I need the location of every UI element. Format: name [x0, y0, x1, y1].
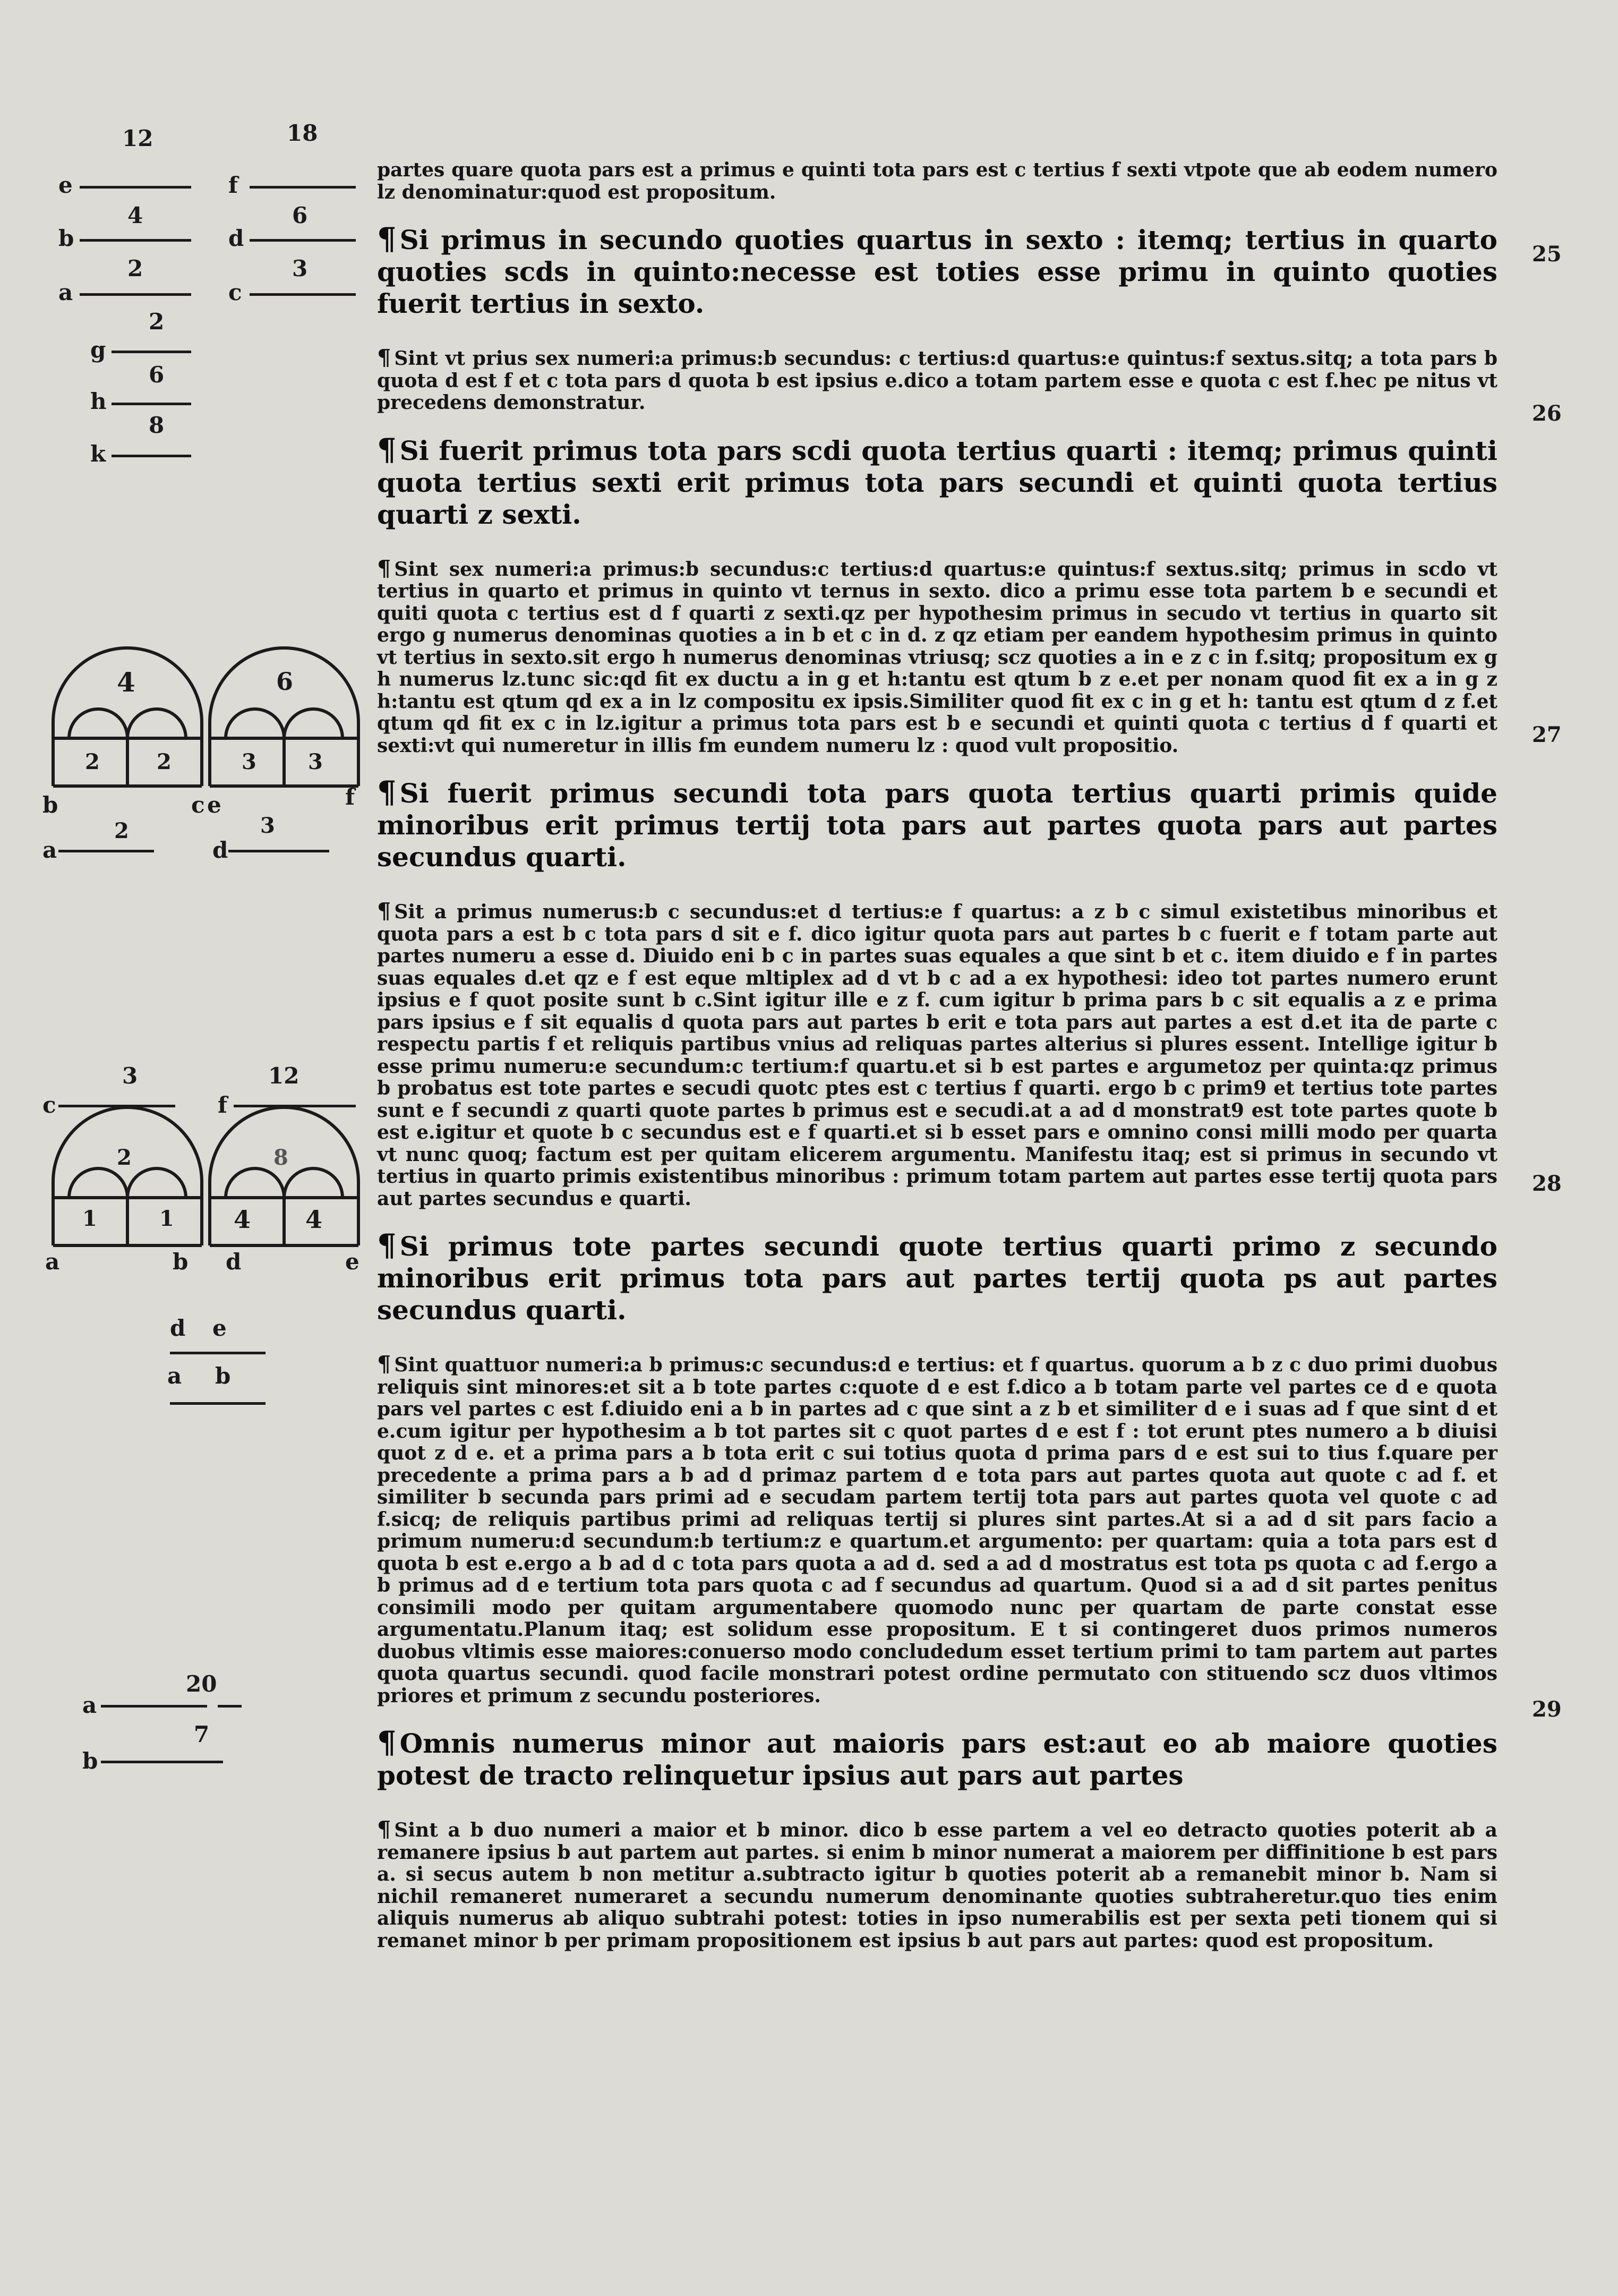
- diagram-value: 2: [127, 255, 143, 281]
- arch-letter: c: [191, 792, 205, 818]
- arch-value: 8: [273, 1145, 288, 1170]
- paragraph-mark-icon: ¶: [377, 774, 397, 810]
- arch-letter: b: [173, 1249, 189, 1275]
- paragraph-mark-icon: ¶: [377, 554, 391, 581]
- diagram-value: 18: [287, 120, 318, 146]
- diagram-letter: d: [228, 225, 244, 251]
- number-line: [170, 1402, 266, 1405]
- paragraph-mark-icon: ¶: [377, 1724, 397, 1760]
- arch-letter: e: [345, 1249, 359, 1275]
- diagram-number-lines-top: [42, 120, 361, 467]
- number-line: [80, 293, 191, 296]
- diagram-value: 3: [260, 813, 275, 838]
- diagram-letter: h: [90, 388, 107, 414]
- diagram-letter: f: [228, 172, 238, 198]
- diagram-arches-1: [37, 611, 372, 876]
- diagram-letter: k: [90, 441, 106, 467]
- number-line: [250, 186, 356, 189]
- paragraph-mark-icon: ¶: [377, 898, 391, 924]
- diagram-letter: e: [58, 172, 73, 198]
- number-line: [112, 351, 191, 353]
- arch-letter: a: [45, 1249, 60, 1275]
- proposition-continuation: partes quare quota pars est a primus e quinti tota pars est c tertius f sexti vtpote que ab eodem numero lz denominatur:quod est propositum.: [377, 159, 1497, 203]
- diagram-letter: f: [218, 1092, 228, 1118]
- diagram-letter: a: [42, 837, 57, 863]
- proposition-26: [377, 433, 1497, 757]
- proposition-number: 28: [1532, 1171, 1562, 1196]
- arch-value: 4: [117, 667, 135, 698]
- arch-value: 4: [305, 1205, 323, 1234]
- diagram-value: 20: [186, 1671, 217, 1697]
- diagram-value: 12: [122, 125, 153, 151]
- diagram-value: 6: [292, 202, 308, 228]
- paragraph-mark-icon: ¶: [377, 431, 397, 467]
- proposition-28: [377, 1229, 1497, 1707]
- diagram-letter: b: [215, 1363, 231, 1389]
- proposition-proof: [377, 554, 1497, 757]
- number-line: [80, 186, 191, 189]
- proposition-proof-text: Sint vt prius sex numeri:a primus:b secundus: c tertius:d quartus:e quintus:f sextus.sitq; a tota pars b quota d est f et c tota pars d quota b est ipsius e.dico a totam partem esse e quota c est f.hec pe nitus vt precedens demonstratur.: [377, 347, 1497, 414]
- proposition-proof: [377, 900, 1497, 1210]
- arch-value: 2: [117, 1145, 132, 1170]
- diagram-value: 3: [292, 255, 308, 281]
- arch-value: 3: [242, 749, 256, 774]
- arch-value: 1: [82, 1206, 97, 1231]
- diagram-value: 3: [122, 1063, 138, 1089]
- arch-value: 3: [308, 749, 323, 774]
- proposition-proof: [377, 1818, 1497, 1952]
- diagram-arches-2: [37, 1065, 372, 1415]
- number-line: [250, 239, 356, 242]
- number-line: [170, 1352, 266, 1354]
- proposition-number: 29: [1532, 1697, 1562, 1722]
- proposition-heading-text: Si primus tote partes secundi quote tertius quarti primo z secundo minoribus erit primus tota pars aut partes tertij quota ps aut partes secundus quarti.: [377, 1231, 1497, 1326]
- arch-value: 2: [157, 749, 172, 774]
- diagram-value: 8: [149, 412, 165, 438]
- diagram-letter: b: [82, 1748, 98, 1774]
- diagram-letter: d: [170, 1315, 186, 1341]
- number-line: [228, 850, 329, 852]
- arch-letter: e: [207, 792, 221, 818]
- proposition-proof-text: Sit a primus numerus:b c secundus:et d tertius:e f quartus: a z b c simul existetibus minoribus et quota pars a est b c tota pars d sit e f. dico igitur quota pars aut partes b c fuerit e f totam parte aut partes numeru a esse d. Diuido eni b c in partes suas equales a que sint b et c. item diuido e f in partes suas equales d.et qz e f est eque mltiplex ad d vt b c ad a ex hypothesi: ideo tot partes numero erunt ipsius e f quot posite sunt b c.Sint igitur ille e z f. cum igitur b prima pars b c sit equalis a z e prima pars ipsius e f sit equalis d quota pars aut partes b erit e tota pars aut partes a est d.et ita de parte c respectu partis f et reliquis partibus vnius ad reliquas partes alterius si plures essent. Intellige igitur b esse primu numeru:e secundum:c tertium:f quartu.et si b est partes e argumetoz per quinta:qz primus b probatus est tote partes e secudi quotc ptes est c tertius f quarti. ergo b c prim9 et tertius tote partes sunt e f secundi z quarti quote partes b primus est e secudi.at a ad d monstrat9 est tote partes quote b est e.igitur et quote b c secundus est e f quarti.et si b esset pars e omnino consi milli modo per quarta vt nunc quoq; factum est per quitam elicerem argumentu. Manifestu itaq; est si primus in secundo vt tertius in quarto primis existentibus minoribus : primum totam partem aut partes esse tertij quota pars aut partes secundus e quarti.: [377, 901, 1497, 1210]
- proposition-number: 25: [1532, 242, 1562, 267]
- diagram-letter: e: [212, 1315, 227, 1341]
- arch-value: 1: [159, 1206, 174, 1231]
- proposition-heading: [377, 220, 1497, 320]
- text-column: [377, 159, 1497, 1971]
- paragraph-mark-icon: ¶: [377, 1351, 391, 1377]
- arch-right-inner: [226, 709, 343, 738]
- proposition-heading-text: Si fuerit primus tota pars scdi quota tertius quarti : itemq; primus quinti quota tertius sexti erit primus tota pars secundi et quinti quota tertius quarti z sexti.: [377, 434, 1497, 530]
- arch-letter: d: [226, 1249, 242, 1275]
- proposition-25: [377, 220, 1497, 414]
- diagram-letter: a: [167, 1363, 182, 1389]
- paragraph-mark-icon: ¶: [377, 344, 391, 370]
- proposition-proof-text: Sint sex numeri:a primus:b secundus:c tertius:d quartus:e quintus:f sextus.sitq; primus in scdo vt tertius in quarto et primus in quinto vt ternus in sexto. dico a primu esse tota partem b e secundi et quiti quota c tertius est d f quarti z sexti.qz per hypothesim primus in secudo vt tertius in quarto sit ergo g numerus denominas quoties a in b et c in d. z qz etiam per eandem hypothesim primus in quinto vt tertius in sexto.sit ergo h numerus denominas vtriusq; scz quoties a in e z c in f.sitq; propositum ex g h numerus lz.tunc sic:qd fit ex ductu a in g et h:tantu est qtum b z e.et per nonam quod fit ex a in g z h:tantu est qtum qd ex a in lz compositu ex ipsis.Similiter quod fit ex c in g et h: tantu est qtum d z f.et qtum qd fit ex c in lz.igitur a primus tota pars est b e secundi et quinti quota c tertius d f quarti et sexti:vt qui numeretur in illis fm eundem numeru lz : quod vult propositio.: [377, 558, 1497, 757]
- arch-letter: b: [42, 792, 58, 818]
- diagram-letter: d: [212, 837, 228, 863]
- proposition-heading: [377, 1229, 1497, 1326]
- arch-figure: [37, 611, 372, 876]
- arch-value: 4: [234, 1205, 251, 1234]
- paragraph-mark-icon: ¶: [377, 1816, 391, 1842]
- proposition-number: 27: [1532, 722, 1562, 747]
- arch-left-inner: [69, 709, 186, 738]
- proposition-heading: [377, 1726, 1497, 1791]
- proposition-heading-text: Omnis numerus minor aut maioris pars est:aut eo ab maiore quoties potest de tracto relinquetur ipsius aut pars aut partes: [377, 1728, 1497, 1791]
- number-line: [101, 1705, 207, 1708]
- proposition-29: [377, 1726, 1497, 1952]
- proposition-proof-text: Sint a b duo numeri a maior et b minor. dico b esse partem a vel eo detracto quoties poterit ab a remanere ipsius b aut partem aut partes. si enim b minor numerat a maiorem per diffinitione b est pars a. si secus autem b non metitur a.subtracto igitur b quoties poterit ab a remanebit minor b. Nam si nichil remaneret numeraret a secundu numerum denominante quoties subtraheretur.quo ties enim aliquis numerus ab aliquo subtrahi potest: toties in ipso numerabilis est per sexta peti tionem qui si remanet minor b per primam propositionem est ipsius b aut pars aut partes: quod est propositum.: [377, 1819, 1497, 1952]
- diagram-letter: g: [90, 337, 106, 363]
- number-line: [58, 850, 154, 852]
- diagram-value: 6: [149, 362, 165, 388]
- diagram-letter: a: [82, 1692, 97, 1718]
- arch-left-inner: [69, 1168, 186, 1198]
- diagram-number-lines-bottom: [80, 1673, 292, 1779]
- number-line: [250, 293, 356, 296]
- paragraph-mark-icon: ¶: [377, 1227, 397, 1263]
- arch-right-inner: [226, 1168, 343, 1198]
- proposition-number: 26: [1532, 401, 1562, 426]
- number-line: [112, 455, 191, 457]
- number-line: [80, 239, 191, 242]
- diagram-value: 12: [268, 1063, 299, 1089]
- diagram-letter: a: [58, 279, 73, 305]
- proposition-heading-text: Si fuerit primus secundi tota pars quota tertius quarti primis quide minoribus erit primus tertij tota pars aut partes quota pars aut partes secundus quarti.: [377, 778, 1497, 873]
- diagram-letter: b: [58, 225, 74, 251]
- number-line: [218, 1705, 242, 1708]
- proposition-proof: [377, 1353, 1497, 1707]
- diagram-letter: c: [228, 279, 242, 305]
- proposition-proof-text: Sint quattuor numeri:a b primus:c secundus:d e tertius: et f quartus. quorum a b z c duo primi duobus reliquis sint minores:et sit a b tote partes c:quote d e est f.dico a b totam parte vel partes ce d e quota pars vel partes c est f.diuido eni a b in partes ad c que sint a z b et similiter d e i suas ad f que sint d et e.cum igitur per hypothesim a b tot partes sit c quot partes d e est f : tot erunt ptes numero a b diuisi quot z d e. et a prima pars a b tota erit c sui totius quota d prima pars d e est sui to tius f.quare per precedente a prima pars a b ad d primaz partem d e tota pars aut partes quota aut quote c ad f. et similiter b secunda pars primi ad e secudam partem tertij tota pars aut partes quota vel quote c ad f.sicq; de reliquis partibus primi ad reliquas tertij si plures sint partes.At si a ad d sit pars facio a primum numeru:d secundum:b tertium:z e quartum.et argumento: per quartam: quia a tota pars est d quota b est e.ergo a b ad d c tota pars quota a ad d. sed a ad d mostratus est tota ps quota c ad f.ergo a b primus ad d e tertium tota pars quota c ad f secundus ad quartum. Quod si a ad d sit partes penitus consimili modo per quitam argumentabere quomodo nunc per quartam de parte constat esse argumentatu.Planum itaq; est solidum esse propositum. E t si contingeret duos primos numeros duobus vltimis esse maiores:conuerso modo concludedum esset tertium primi to tam partem aut partes quota quartus secundi. quod facile monstrari potest ordine permutato con stituendo scz duos vltimos priores et primum z secundu posteriores.: [377, 1354, 1497, 1707]
- proposition-heading: [377, 433, 1497, 531]
- proposition-proof: [377, 346, 1497, 414]
- proposition-heading-text: Si primus in secundo quoties quartus in sexto : itemq; tertius in quarto quoties scds in quinto:necesse est toties esse primu in quinto quoties fuerit tertius in sexto.: [377, 224, 1497, 319]
- diagram-letter: c: [42, 1092, 56, 1118]
- number-line: [101, 1761, 223, 1763]
- number-line: [112, 403, 191, 405]
- proposition-27: [377, 776, 1497, 1210]
- arch-value: 2: [85, 749, 100, 774]
- paragraph-mark-icon: ¶: [377, 220, 397, 257]
- diagram-value: 4: [127, 202, 143, 228]
- diagram-value: 7: [194, 1721, 210, 1747]
- diagram-value: 2: [114, 818, 129, 843]
- arch-value: 6: [276, 667, 294, 696]
- diagram-value: 2: [149, 309, 165, 335]
- proposition-heading: [377, 776, 1497, 873]
- arch-letter: f: [345, 784, 355, 810]
